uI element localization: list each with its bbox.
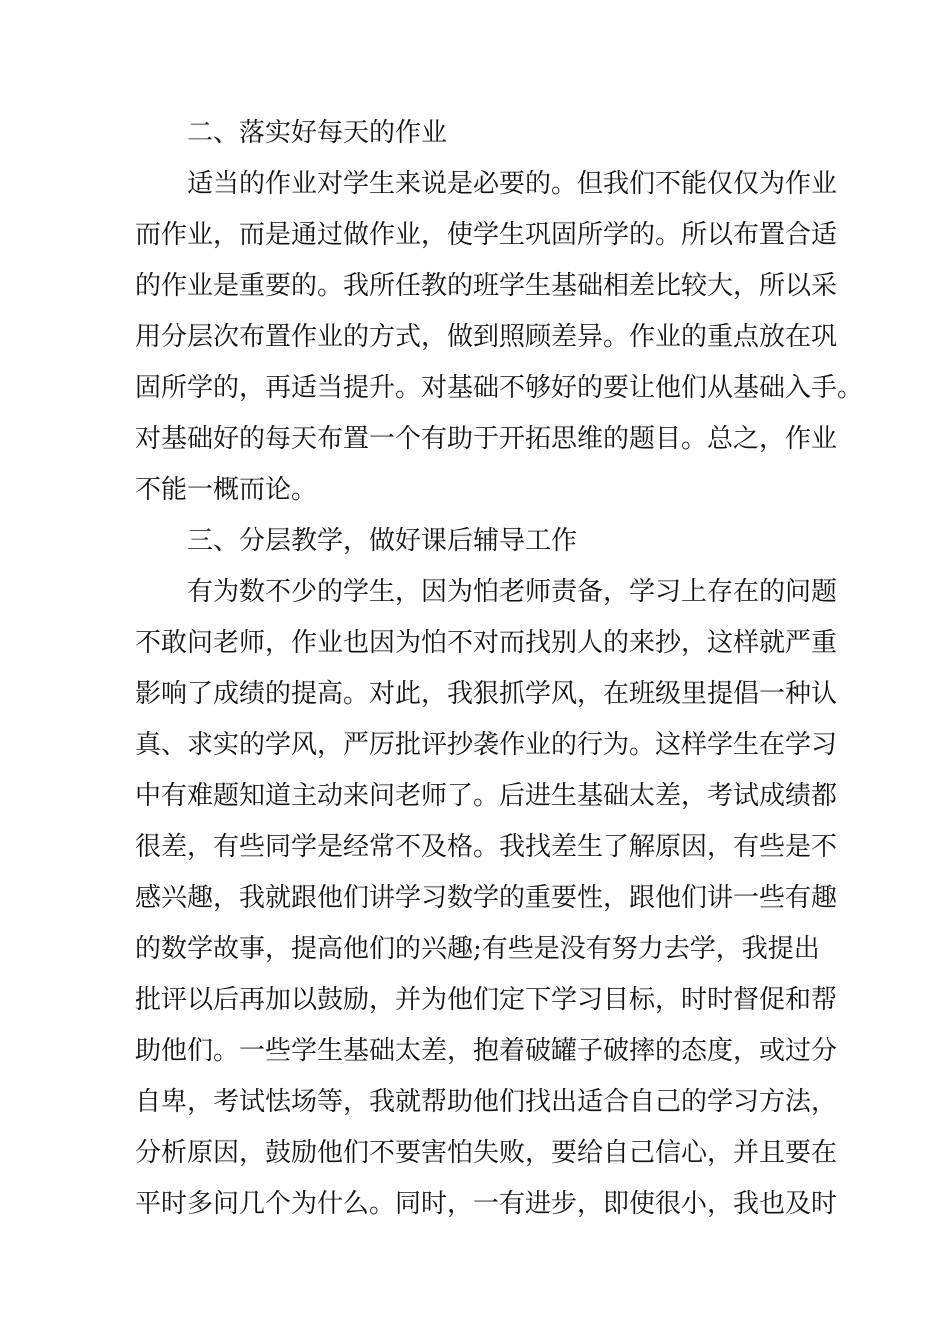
paragraph-line: 不敢问老师，作业也因为怕不对而找别人的来抄，这样就严重 xyxy=(135,628,838,658)
paragraph-line: 而作业，而是通过做作业，使学生巩固所学的。所以布置合适 xyxy=(135,220,838,250)
paragraph-line: 影响了成绩的提高。对此，我狠抓学风，在班级里提倡一种认 xyxy=(135,679,838,709)
section-heading-homework: 二、落实好每天的作业 xyxy=(187,118,448,148)
section-heading-tutoring: 三、分层教学，做好课后辅导工作 xyxy=(187,526,578,556)
paragraph-line: 的作业是重要的。我所任教的班学生基础相差比较大，所以采 xyxy=(135,271,838,301)
paragraph-line: 真、求实的学风，严厉批评抄袭作业的行为。这样学生在学习 xyxy=(135,730,838,760)
paragraph-line: 平时多问几个为什么。同时，一有进步，即使很小，我也及时 xyxy=(135,1189,838,1219)
paragraph-line: 很差，有些同学是经常不及格。我找差生了解原因，有些是不 xyxy=(135,832,838,862)
paragraph-line: 的数学故事，提高他们的兴趣;有些是没有努力去学，我提出 xyxy=(135,934,820,964)
paragraph-line: 适当的作业对学生来说是必要的。但我们不能仅仅为作业 xyxy=(187,169,838,199)
paragraph-line: 助他们。一些学生基础太差，抱着破罐子破摔的态度，或过分 xyxy=(135,1036,838,1066)
paragraph-line: 固所学的，再适当提升。对基础不够好的要让他们从基础入手。 xyxy=(135,373,864,403)
paragraph-line: 感兴趣，我就跟他们讲学习数学的重要性，跟他们讲一些有趣 xyxy=(135,883,838,913)
paragraph-line: 对基础好的每天布置一个有助于开拓思维的题目。总之，作业 xyxy=(135,424,838,454)
document-body xyxy=(135,108,864,1230)
paragraph-line: 不能一概而论。 xyxy=(135,475,318,505)
paragraph-line: 用分层次布置作业的方式，做到照顾差异。作业的重点放在巩 xyxy=(135,322,838,352)
paragraph-line: 中有难题知道主动来问老师了。后进生基础太差，考试成绩都 xyxy=(135,781,838,811)
paragraph-line: 有为数不少的学生，因为怕老师责备，学习上存在的问题 xyxy=(187,577,838,607)
paragraph-line: 分析原因，鼓励他们不要害怕失败，要给自己信心，并且要在 xyxy=(135,1138,838,1168)
paragraph-line: 批评以后再加以鼓励，并为他们定下学习目标，时时督促和帮 xyxy=(135,985,838,1015)
paragraph-line: 自卑，考试怯场等，我就帮助他们找出适合自己的学习方法， xyxy=(135,1087,838,1117)
